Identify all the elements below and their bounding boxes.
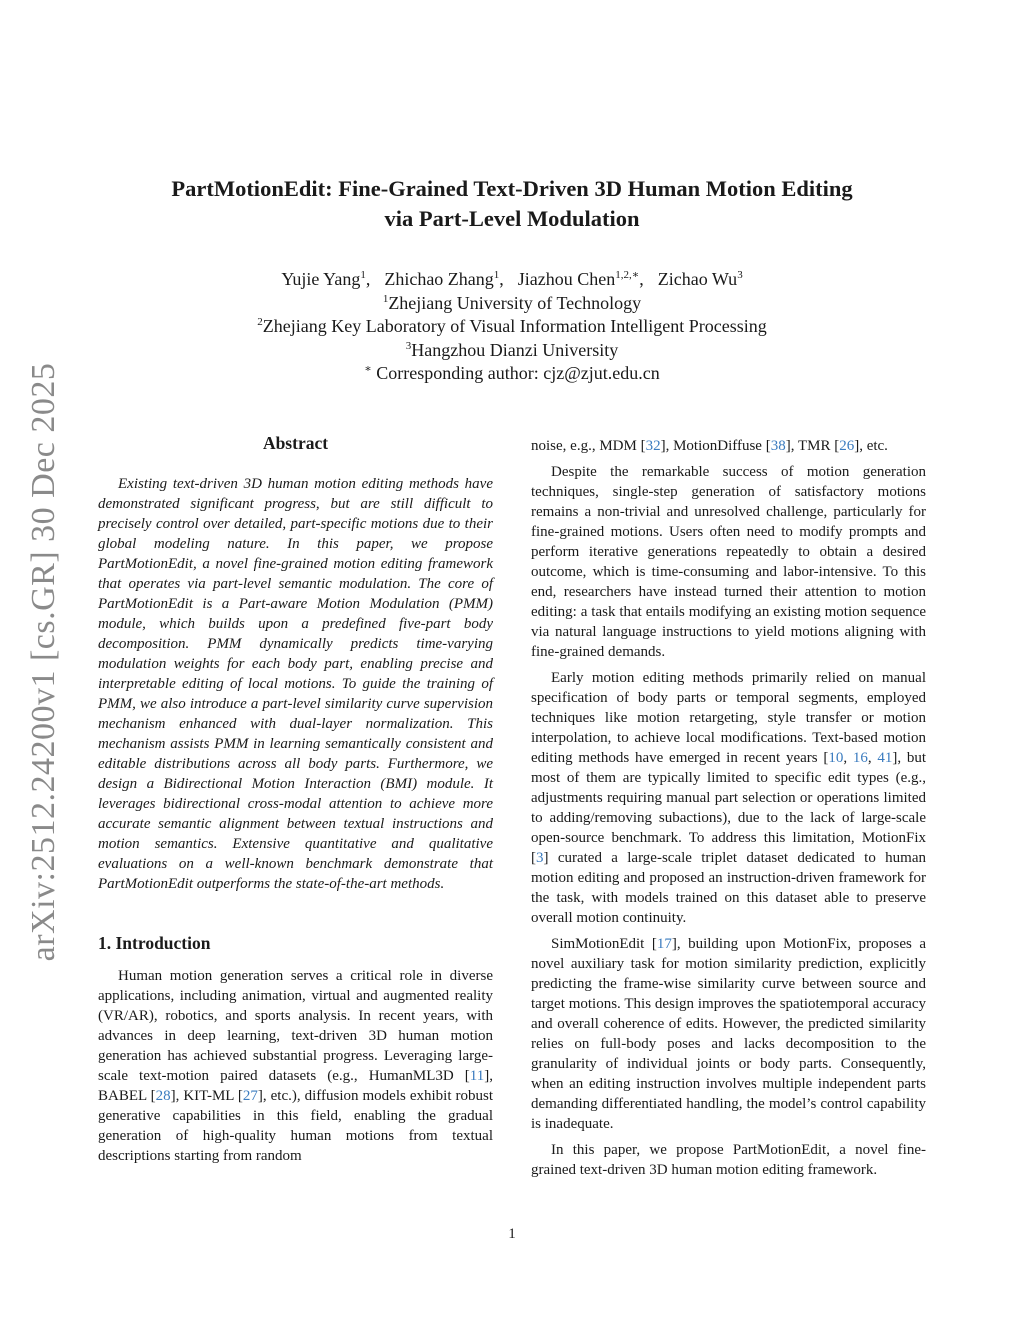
citation-link[interactable]: 28 <box>155 1088 171 1104</box>
introduction-heading: 1. Introduction <box>98 933 211 953</box>
author-name: Yujie Yang$^1$, <box>281 269 371 289</box>
citation-link[interactable]: 10 <box>828 750 844 766</box>
affiliation-list <box>100 292 924 386</box>
citation-link[interactable]: 32 <box>645 438 661 454</box>
author-affiliation-marker: 1 <box>360 269 366 281</box>
citation-link[interactable]: 41 <box>877 750 893 766</box>
author-block <box>100 268 924 386</box>
author-list <box>100 268 924 292</box>
intro-paragraph-1-continued: noise, e.g., MDM [32], MotionDiffuse [38], TMR [26], etc. <box>531 438 888 454</box>
affiliation-line: $^2$Zhejiang Key Laboratory of Visual Information Intelligent Processing <box>257 316 767 336</box>
affiliation-marker: 3 <box>405 339 412 352</box>
citation-link[interactable]: 3 <box>536 850 544 866</box>
left-column <box>98 433 493 1166</box>
paper-title-line-1: PartMotionEdit: Fine-Grained Text-Driven 3D Human Motion Editing <box>171 176 853 201</box>
affiliation-marker: ∗ <box>364 363 372 375</box>
author-name: Jiazhou Chen$^{1,2,∗}$, <box>517 269 644 289</box>
intro-paragraph-4: SimMotionEdit [17], building upon MotionFix, proposes a novel auxiliary task for motion similarity prediction, explicitly predicting the frame-wise similarity curve between source and target motions. This design improves the spatiotemporal accuracy and overall coherence of edits. However, the predicted similarity relies on full-body poses and lacks decomposition to the granularity of individual joints or body parts. Consequently, when an editing instruction involves multiple independent parts demanding differentiated handling, the model’s control capability is inadequate. <box>531 936 926 1132</box>
page-number: 1 <box>508 1226 516 1242</box>
paper-title-line-2: via Part-Level Modulation <box>384 206 640 231</box>
author-affiliation-marker: 1 <box>493 269 500 281</box>
author-name: Zhichao Zhang$^1$, <box>384 269 504 289</box>
citation-link[interactable]: 26 <box>839 438 855 454</box>
affiliation-line: ∗ Corresponding author: cjz@zjut.edu.cn <box>364 363 660 383</box>
intro-paragraph-3: Early motion editing methods primarily relied on manual specification of body parts or temporal segments, employed techniques like motion retargeting, style transfer or motion interpolation, to achieve local modifications. Text-based motion editing methods have emerged in recent years [10, 16, 41], but most of them are typically limited to specific edit types (e.g., adjustments requiring manual part selection or operations limited to adding/removing subactions), due to the lack of large-scale open-source benchmark. To address this limitation, MotionFix [3] curated a large-scale triplet dataset dedicated to human motion editing and proposed an instruction-driven framework for the task, with models trained on this dataset able to preserve overall motion continuity. <box>531 670 927 926</box>
author-name: Zichao Wu$^3$ <box>657 269 743 289</box>
affiliation-marker: 2 <box>257 316 263 328</box>
author-affiliation-marker: 1,2,∗ <box>615 269 640 281</box>
citation-link[interactable]: 17 <box>656 936 672 952</box>
abstract-heading: Abstract <box>262 433 329 453</box>
author-affiliation-marker: 3 <box>737 269 743 281</box>
arxiv-identifier-stamp: arXiv:2512.24200v1 [cs.GR] 30 Dec 2025 <box>25 362 62 962</box>
citation-link[interactable]: 11 <box>469 1068 485 1084</box>
citation-link[interactable]: 16 <box>852 750 868 766</box>
right-column <box>531 436 926 1180</box>
citation-link[interactable]: 27 <box>242 1088 258 1104</box>
intro-paragraph-2: Despite the remarkable success of motion generation techniques, single-step generation of satisfactory motions remains a non-trivial and unresolved challenge, particularly for fine-grained motions. Users often need to modify prompts and perform iterative generations repeatedly to obtain a desired outcome, which is time-consuming and labor-intensive. To this end, researchers have instead turned their attention to motion editing: a task that entails modifying an existing motion sequence via natural language instructions to yield motions aligning with fine-grained demands. <box>531 464 926 660</box>
citation-link[interactable]: 38 <box>770 438 786 454</box>
intro-paragraph-5: In this paper, we propose PartMotionEdit, a novel fine-grained text-driven 3D human motion editing framework. <box>531 1142 926 1178</box>
paper-title <box>100 174 924 234</box>
affiliation-line: $^1$Zhejiang University of Technology <box>382 292 642 313</box>
abstract-body: Existing text-driven 3D human motion editing methods have demonstrated significant progress, but are still difficult to precisely control over detailed, part-specific motions due to their global modeling nature. In this paper, we propose PartMotionEdit, a novel fine-grained motion editing framework that operates via part-level semantic modulation. The core of PartMotionEdit is a Part-aware Motion Modulation (PMM) module, which builds upon a predefined five-part body decomposition. PMM dynamically predicts time-varying modulation weights for each body part, enabling precise and interpretable editing of local motions. To guide the training of PMM, we also introduce a part-level similarity curve supervision mechanism enhanced with dual-layer normalization. This mechanism assists PMM in learning semantically consistent and editable distributions across all body parts. Furthermore, we design a Bidirectional Motion Interaction (BMI) module. It leverages bidirectional cross-modal attention to achieve more accurate semantic alignment between textual instructions and motion semantics. Extensive quantitative and qualitative evaluations on a well-known benchmark demonstrate that PartMotionEdit outperforms the state-of-the-art methods. <box>98 476 493 892</box>
affiliation-line: $^3$Hangzhou Dianzi University <box>405 339 619 360</box>
intro-paragraph-1: Human motion generation serves a critical role in diverse applications, including animation, virtual and augmented reality (VR/AR), robotics, and sports analysis. In recent years, with advances in deep learning, text-driven 3D human motion generation has achieved substantial progress. Leveraging large-scale text-motion paired datasets (e.g., HumanML3D [11], BABEL [28], KIT-ML [27], etc.), diffusion models exhibit robust generative capabilities in this field, enabling the gradual generation of high-quality human motions from textual descriptions starting from random <box>98 968 494 1164</box>
affiliation-marker: 1 <box>382 292 389 305</box>
